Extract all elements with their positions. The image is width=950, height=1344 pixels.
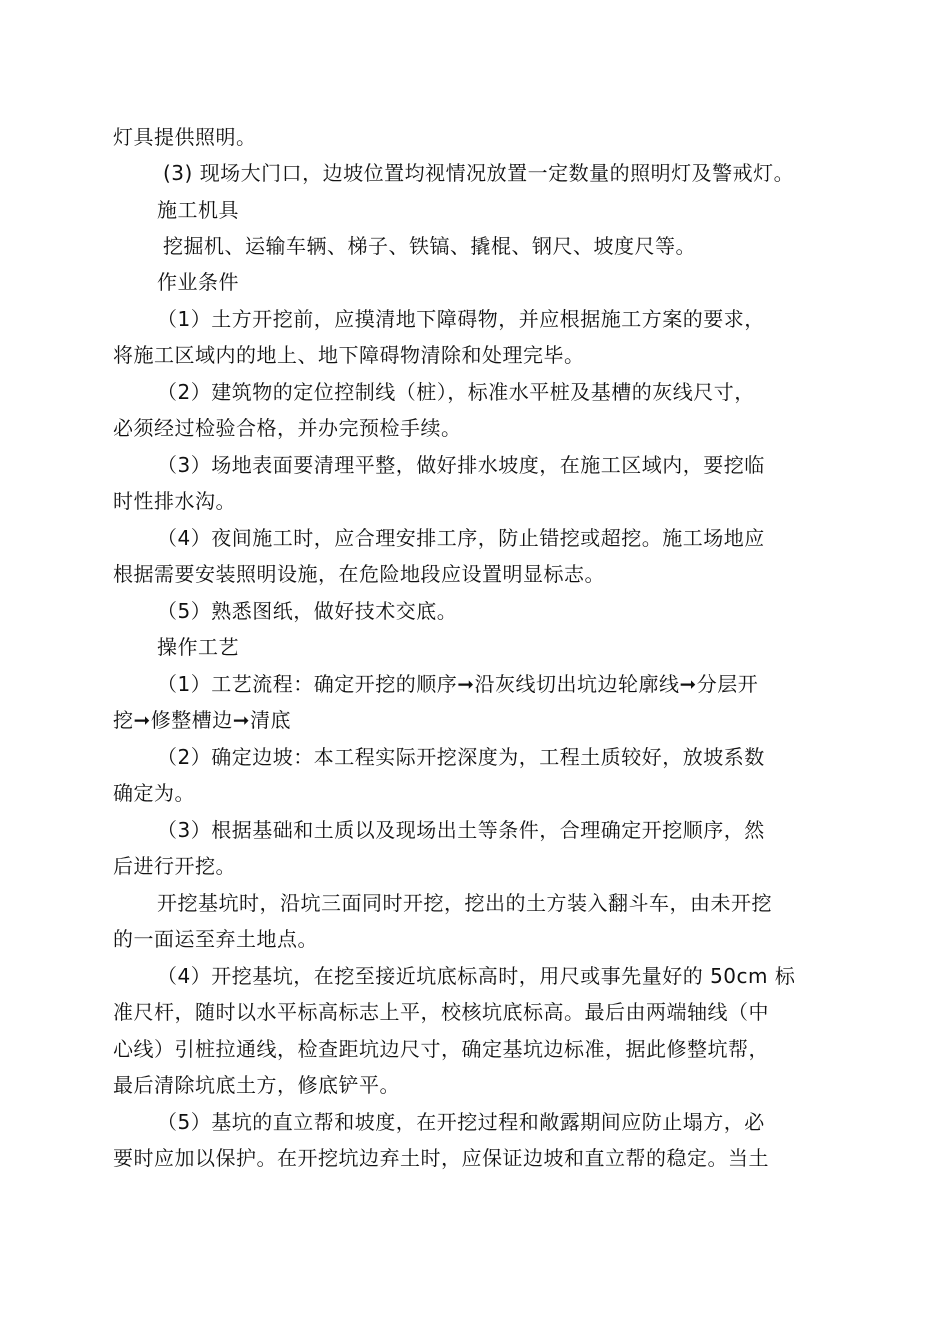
text-line: （2）建筑物的定位控制线（桩），标准水平桩及基槽的灰线尺寸， xyxy=(157,380,755,404)
text-line: 挖掘机、运输车辆、梯子、铁镐、撬棍、钢尺、坡度尺等。 xyxy=(163,234,696,258)
text-line: 确定为。 xyxy=(113,781,195,805)
text-line: 最后清除坑底土方，修底铲平。 xyxy=(113,1073,400,1097)
text-line: 的一面运至弃土地点。 xyxy=(113,927,318,951)
text-line: 必须经过检验合格，并办完预检手续。 xyxy=(113,416,462,440)
text-line: （4）夜间施工时，应合理安排工序，防止错挖或超挖。施工场地应 xyxy=(157,526,765,550)
section-heading: 施工机具 xyxy=(157,198,239,222)
text-line: （2）确定边坡：本工程实际开挖深度为，工程土质较好，放坡系数 xyxy=(157,745,765,769)
text-line: 要时应加以保护。在开挖坑边弃土时，应保证边坡和直立帮的稳定。当土 xyxy=(113,1146,769,1170)
text-line: （1）土方开挖前，应摸清地下障碍物，并应根据施工方案的要求， xyxy=(157,307,765,331)
text-line: （1）工艺流程：确定开挖的顺序➞沿灰线切出坑边轮廓线➞分层开 xyxy=(157,672,759,696)
text-line: （4）开挖基坑，在挖至接近坑底标高时，用尺或事先量好的 50cm 标 xyxy=(157,964,796,988)
text-line: 根据需要安装照明设施，在危险地段应设置明显标志。 xyxy=(113,562,605,586)
text-line: 心线）引桩拉通线，检查距坑边尺寸，确定基坑边标准，据此修整坑帮， xyxy=(113,1037,769,1061)
text-line: 后进行开挖。 xyxy=(113,854,236,878)
text-line: （3）场地表面要清理平整，做好排水坡度，在施工区域内，要挖临 xyxy=(157,453,765,477)
text-line: （5）基坑的直立帮和坡度，在开挖过程和敞露期间应防止塌方，必 xyxy=(157,1110,765,1134)
text-line: 时性排水沟。 xyxy=(113,489,236,513)
section-heading: 作业条件 xyxy=(157,270,239,294)
text-line: 将施工区域内的地上、地下障碍物清除和处理完毕。 xyxy=(113,343,585,367)
text-line: （5）熟悉图纸，做好技术交底。 xyxy=(157,599,458,623)
text-line: 开挖基坑时，沿坑三面同时开挖，挖出的土方装入翻斗车，由未开挖 xyxy=(157,891,772,915)
text-line: 挖➞修整槽边➞清底 xyxy=(113,708,292,732)
text-line: 准尺杆，随时以水平标高标志上平，校核坑底标高。最后由两端轴线（中 xyxy=(113,1000,769,1024)
text-line: （3）根据基础和土质以及现场出土等条件，合理确定开挖顺序，然 xyxy=(157,818,765,842)
text-line: 灯具提供照明。 xyxy=(113,125,257,149)
section-heading: 操作工艺 xyxy=(157,635,239,659)
text-line: (3) 现场大门口，边坡位置均视情况放置一定数量的照明灯及警戒灯。 xyxy=(163,161,795,185)
